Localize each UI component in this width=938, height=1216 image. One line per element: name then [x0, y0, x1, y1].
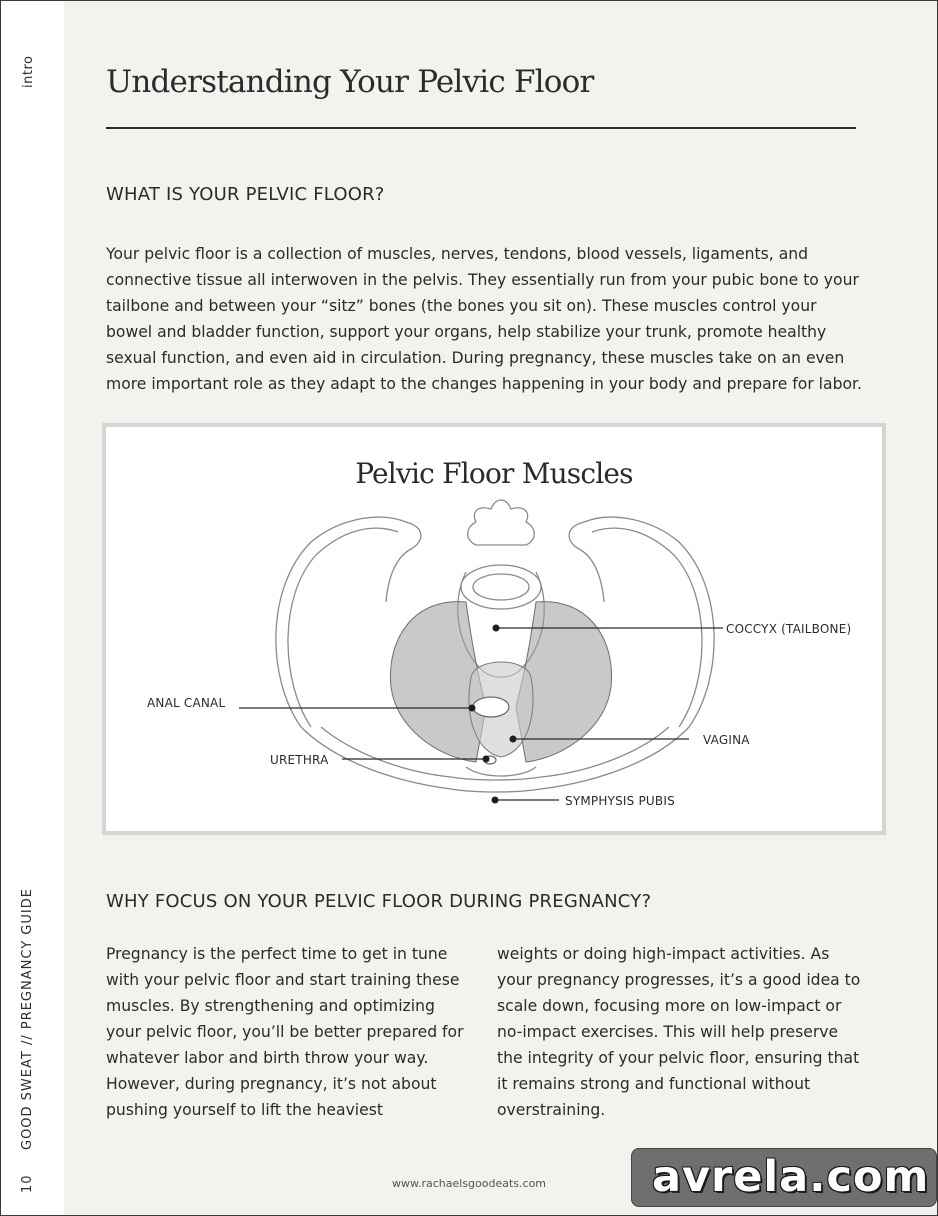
page-title: Understanding Your Pelvic Floor [106, 64, 594, 100]
section-tab: intro [21, 55, 36, 88]
watermark-badge [631, 1148, 937, 1207]
label-coccyx: COCCYX (TAILBONE) [726, 622, 852, 636]
section-heading-why: WHY FOCUS ON YOUR PELVIC FLOOR DURING PREGNANCY? [106, 891, 652, 912]
label-symphysis-pubis: SYMPHYSIS PUBIS [565, 794, 675, 808]
page-number: 10 [20, 1174, 35, 1193]
pelvic-floor-figure [102, 423, 886, 835]
label-anal-canal: ANAL CANAL [147, 696, 226, 710]
why-paragraph-left: Pregnancy is the perfect time to get in tune with your pelvic floor and start training these muscles. By strengthening and optimizing your pelvic floor, you’ll be better prepared for whatever labor and birth throw your way. However, during pregnancy, it’s not about pushing yourself to lift the heaviest [106, 945, 464, 1119]
section-heading-what: WHAT IS YOUR PELVIC FLOOR? [106, 184, 385, 205]
why-paragraph-right: weights or doing high-impact activities. As your pregnancy progresses, it’s a good idea to scale down, focusing more on low-impact or no-impact exercises. This will help preserve the integrity of your pelvic floor, ensuring that it remains strong and functional without overstraining. [497, 945, 861, 1119]
label-urethra: URETHRA [270, 753, 329, 767]
intro-paragraph: Your pelvic floor is a collection of muscles, nerves, tendons, blood vessels, ligaments, and connective tissue all interwoven in the pelvis. They essentially run from your pubic bone to your tailbone and between your “sitz” bones (the bones you sit on). These muscles control your bowel and bladder function, support your organs, help stabilize your trunk, promote healthy sexual function, and even aid in circulation. During pregnancy, these muscles take on an even more important role as they adapt to the changes happening in your body and prepare for labor. [106, 245, 862, 393]
guide-label: GOOD SWEAT // PREGNANCY GUIDE [20, 888, 35, 1150]
footer-url[interactable]: www.rachaelsgoodeats.com [392, 1177, 547, 1190]
title-divider [106, 127, 856, 129]
watermark-text: avrela.com [652, 1152, 930, 1202]
figure-title: Pelvic Floor Muscles [355, 457, 633, 490]
label-vagina: VAGINA [703, 733, 750, 747]
